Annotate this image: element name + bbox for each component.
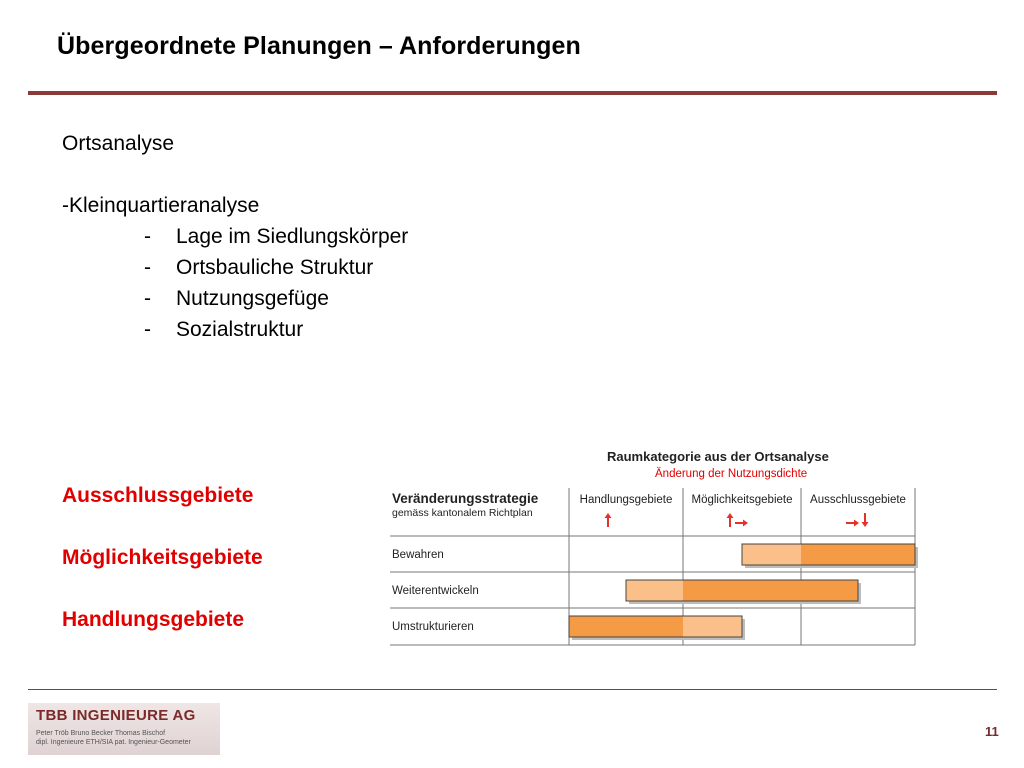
- arrow-head: [862, 522, 869, 527]
- bar-dark-segment: [569, 616, 683, 637]
- row-header-subtitle: gemäss kantonalem Richtplan: [392, 507, 533, 519]
- column-arrow-icon: [727, 513, 749, 527]
- page-number: 11: [985, 724, 999, 739]
- chart-columns: [580, 494, 906, 527]
- logo-name: TBB INGENIEURE AG: [36, 707, 196, 724]
- column-header: Möglichkeitsgebiete: [691, 494, 793, 506]
- row-label: Weiterentwickeln: [392, 585, 479, 597]
- bullet-text: Nutzungsgefüge: [176, 287, 329, 310]
- footer-divider: [28, 689, 997, 690]
- arrow-head: [743, 520, 748, 527]
- bullet-dash: -: [144, 225, 151, 248]
- bullet-item: [62, 252, 408, 283]
- section-heading: Ortsanalyse: [62, 132, 175, 155]
- bullet-item: [62, 314, 408, 345]
- bullet-dash: -: [144, 256, 151, 279]
- company-logo: [28, 703, 220, 755]
- column-header: Handlungsgebiete: [579, 494, 673, 506]
- chart-rows: [392, 544, 918, 640]
- arrow-head: [727, 513, 734, 518]
- strategy-chart: [388, 440, 933, 655]
- bullet-dash: -: [144, 287, 151, 310]
- column-arrow-icon: [605, 513, 612, 527]
- row-label: Umstrukturieren: [392, 621, 474, 633]
- row-header-title: Veränderungsstrategie: [392, 491, 539, 506]
- column-header: Ausschlussgebiete: [810, 494, 906, 506]
- title-divider: [28, 91, 997, 95]
- chart-title: Raumkategorie aus der Ortsanalyse: [607, 449, 829, 464]
- bullet-text: Sozialstruktur: [176, 318, 304, 341]
- bullet-item: [62, 283, 408, 314]
- logo-line-2: dipl. Ingenieure ETH/SIA pat. Ingenieur-Geometer: [36, 739, 191, 746]
- bar-light-segment: [683, 616, 742, 637]
- bullet-text: Ortsbauliche Struktur: [176, 256, 374, 279]
- bullet-item: [62, 221, 408, 252]
- category-moeglichkeit: Möglichkeitsgebiete: [62, 546, 263, 569]
- logo-line-1: Peter Tröb Bruno Becker Thomas Bischof: [36, 730, 166, 737]
- category-list: [62, 484, 263, 670]
- chart-subtitle: Änderung der Nutzungsdichte: [655, 468, 808, 480]
- row-label: Bewahren: [392, 549, 444, 561]
- arrow-head: [854, 520, 859, 527]
- category-handlung: Handlungsgebiete: [62, 608, 245, 631]
- bar-dark-segment: [683, 580, 858, 601]
- subsection-heading: -Kleinquartieranalyse: [62, 194, 260, 217]
- column-arrow-icon: [846, 513, 869, 527]
- spacer: [62, 159, 408, 190]
- bar-light-segment: [742, 544, 801, 565]
- bullet-dash: -: [144, 318, 151, 341]
- body-text: [62, 128, 408, 345]
- slide-title: Übergeordnete Planungen – Anforderungen: [57, 32, 581, 60]
- bullet-text: Lage im Siedlungskörper: [176, 225, 409, 248]
- arrow-head: [605, 513, 612, 518]
- category-ausschluss: Ausschlussgebiete: [62, 484, 254, 507]
- bar-dark-segment: [801, 544, 915, 565]
- bar-light-segment: [626, 580, 683, 601]
